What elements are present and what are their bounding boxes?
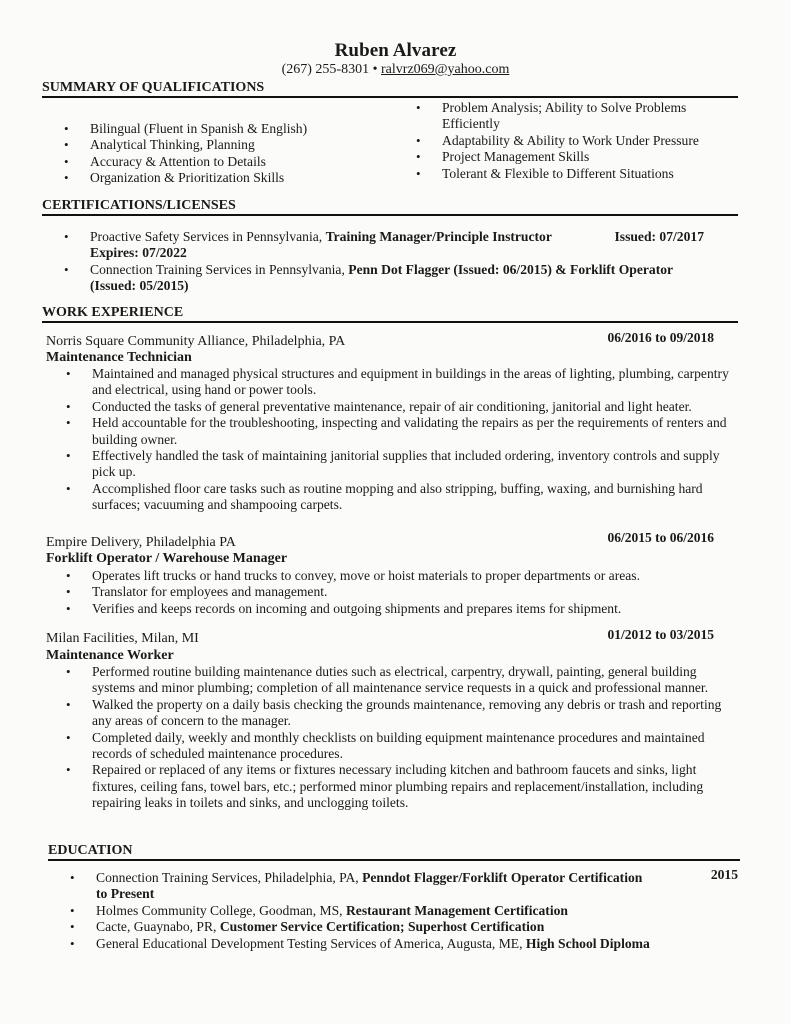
list-item: • Translator for employees and management. xyxy=(66,584,328,600)
job-company: Norris Square Community Alliance, Philadelphia, PA xyxy=(46,334,346,349)
contact-line xyxy=(0,62,791,78)
summary-right-list xyxy=(416,100,716,182)
email-link[interactable]: ralvrz069@yahoo.com xyxy=(381,62,510,77)
bullet-icon: • xyxy=(64,229,69,244)
section-heading-certifications: CERTIFICATIONS/LICENSES xyxy=(42,198,236,213)
bullet-icon: • xyxy=(64,170,69,186)
list-item: • Held accountable for the troubleshooting, inspecting and validating the repairs as per the requirements of renters and building owner. xyxy=(66,415,727,447)
list-item: • Repaired or replaced of any items or fixtures necessary including kitchen and bathroom faucets and sinks, light fixtures, ceiling fans, towel bars, etc.; performed minor plumbing repairs and replacement/installation, including repairing leaks in toilets and sinks, and unclogging toilets. xyxy=(66,762,704,811)
candidate-name: Ruben Alvarez xyxy=(334,40,457,61)
list-item: • Bilingual (Fluent in Spanish & English) xyxy=(64,121,308,136)
section-heading-education: EDUCATION xyxy=(48,843,133,858)
job-bullets xyxy=(66,366,734,514)
list-item: • Tolerant & Flexible to Different Situations xyxy=(416,165,674,181)
bullet-icon: • xyxy=(66,600,71,616)
job-dates: 01/2012 to 03/2015 xyxy=(607,627,714,642)
job-title: Forklift Operator / Warehouse Manager xyxy=(46,551,288,566)
section-rule xyxy=(42,214,738,216)
list-item: • Accuracy & Attention to Details xyxy=(64,153,266,169)
list-item: • Connection Training Services, Philadelphia, PA, Penndot Flagger/Forklift Operator Certification 2015 to Present xyxy=(70,867,738,902)
section-rule xyxy=(48,859,740,861)
bullet-icon: • xyxy=(66,415,71,431)
summary-left-list xyxy=(64,121,384,187)
bullet-icon: • xyxy=(66,398,71,414)
list-item: • Organization & Prioritization Skills xyxy=(64,170,285,186)
section-rule xyxy=(42,96,738,98)
bullet-icon: • xyxy=(66,696,71,712)
list-item: • Holmes Community College, Goodman, MS, Restaurant Management Certification xyxy=(70,902,568,918)
bullet-icon: • xyxy=(416,165,421,181)
separator: • xyxy=(372,62,378,77)
bullet-icon: • xyxy=(66,584,71,600)
bullet-icon: • xyxy=(64,261,69,277)
education-list xyxy=(70,867,738,952)
bullet-icon: • xyxy=(66,448,71,464)
list-item: • Cacte, Guaynabo, PR, Customer Service Certification; Superhost Certification xyxy=(70,919,545,935)
bullet-icon: • xyxy=(66,729,71,745)
bullet-icon: • xyxy=(70,870,75,885)
list-item: • Accomplished floor care tasks such as routine mopping and also stripping, buffing, waxing, and burnishing hard surfaces; vacuuming and shampooing carpets. xyxy=(66,480,703,513)
bullet-icon: • xyxy=(66,480,71,496)
list-item: • Proactive Safety Services in Pennsylvania, Training Manager/Principle Instructor Issued: 07/2017 Expires: 07/2022 xyxy=(64,229,704,261)
bullet-icon: • xyxy=(416,100,421,115)
bullet-icon: • xyxy=(416,149,421,165)
job-title: Maintenance Worker xyxy=(46,648,174,663)
expires-date: Expires: 07/2022 xyxy=(90,245,187,261)
list-item: • Project Management Skills xyxy=(416,149,590,165)
bullet-icon: • xyxy=(66,664,71,679)
job-dates: 06/2016 to 09/2018 xyxy=(607,330,714,345)
list-item: • Completed daily, weekly and monthly checklists on building equipment maintenance procedures and maintained records of scheduled maintenance procedures. xyxy=(66,729,705,762)
list-item: • Effectively handled the task of maintaining janitorial supplies that included ordering, inventory controls and supply pick up. xyxy=(66,448,720,480)
list-item: • Verifies and keeps records on incoming and outgoing shipments and prepares items for shipment. xyxy=(66,600,622,616)
bullet-icon: • xyxy=(66,762,71,778)
job-bullets xyxy=(66,664,738,812)
list-item: • Connection Training Services in Pennsylvania, Penn Dot Flagger (Issued: 06/2015) & Forklift Operator (Issued: 05/2015) xyxy=(64,261,673,294)
bullet-icon: • xyxy=(64,137,69,153)
bullet-icon: • xyxy=(70,902,75,918)
section-rule xyxy=(42,321,738,323)
job-company: Empire Delivery, Philadelphia PA xyxy=(46,535,236,550)
list-item: • Adaptability & Ability to Work Under Pressure xyxy=(416,132,699,148)
bullet-icon: • xyxy=(66,366,71,381)
education-year: 2015 xyxy=(710,867,738,882)
bullet-icon: • xyxy=(64,153,69,169)
bullet-icon: • xyxy=(66,568,71,583)
job-title: Maintenance Technician xyxy=(46,350,192,365)
list-item: • Walked the property on a daily basis checking the grounds maintenance, removing any debris or trash and reporting any areas of concern to the manager. xyxy=(66,696,722,729)
list-item: • Operates lift trucks or hand trucks to convey, move or hoist materials to proper departments or areas. xyxy=(66,568,640,583)
issued-date: Issued: 07/2017 xyxy=(614,229,704,244)
bullet-icon: • xyxy=(64,121,69,136)
bullet-icon: • xyxy=(70,919,75,935)
section-heading-work: WORK EXPERIENCE xyxy=(42,305,184,320)
list-item: • Performed routine building maintenance duties such as electrical, carpentry, drywall, painting, general building systems and minor plumbing; completion of all maintenance service requests in a quick and professional manner. xyxy=(66,664,709,696)
bullet-icon: • xyxy=(70,935,75,951)
list-item: • Analytical Thinking, Planning xyxy=(64,137,255,153)
list-item: • Conducted the tasks of general preventative maintenance, repair of air conditioning, janitorial and light heater. xyxy=(66,398,692,414)
list-item: • Maintained and managed physical structures and equipment in buildings in the areas of lighting, plumbing, carpentry and electrical, using hand or power tools. xyxy=(66,366,729,398)
certifications-list xyxy=(64,229,704,295)
list-item: • Problem Analysis; Ability to Solve Problems Efficiently xyxy=(416,100,687,132)
bullet-icon: • xyxy=(416,132,421,148)
list-item: • General Educational Development Testing Services of America, Augusta, ME, High School Diploma xyxy=(70,935,650,951)
section-heading-summary: SUMMARY OF QUALIFICATIONS xyxy=(42,80,265,95)
phone: (267) 255-8301 xyxy=(281,62,370,77)
job-dates: 06/2015 to 06/2016 xyxy=(607,530,714,545)
job-bullets xyxy=(66,568,734,617)
job-company: Milan Facilities, Milan, MI xyxy=(46,631,199,646)
